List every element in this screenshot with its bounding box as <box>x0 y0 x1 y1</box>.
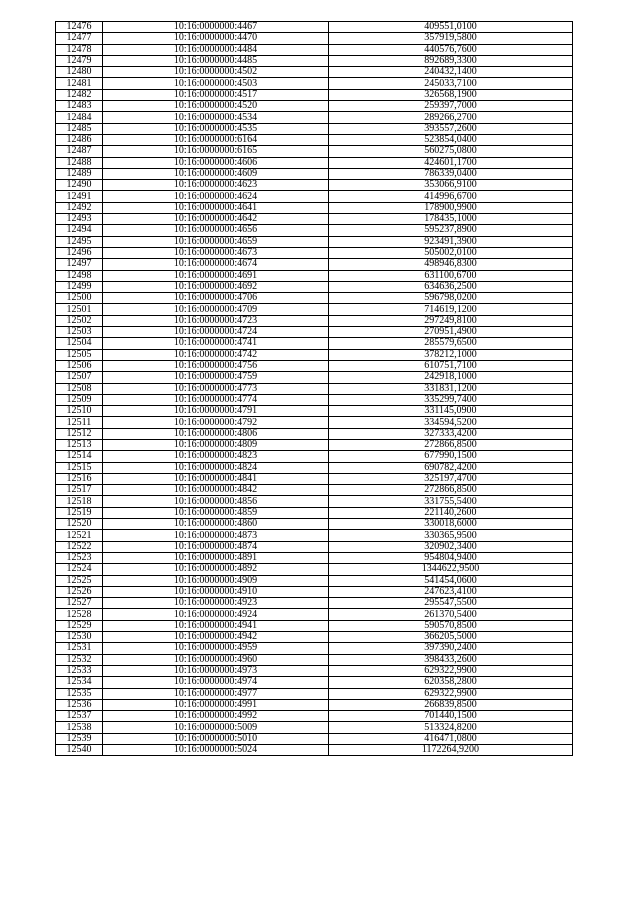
table-row <box>56 722 573 733</box>
cadastral-number-cell: 10:16:0000000:4723 <box>103 315 329 326</box>
table-row <box>56 586 573 597</box>
table-row <box>56 496 573 507</box>
cadastral-number-cell: 10:16:0000000:4623 <box>103 180 329 191</box>
cadastral-number-cell: 10:16:0000000:4706 <box>103 293 329 304</box>
cadastral-number-cell: 10:16:0000000:4874 <box>103 541 329 552</box>
cadastral-number-cell: 10:16:0000000:4909 <box>103 575 329 586</box>
table-row <box>56 78 573 89</box>
cadastral-number-cell: 10:16:0000000:4467 <box>103 22 329 33</box>
row-number-cell: 12503 <box>56 327 103 338</box>
value-cell: 320902,3400 <box>329 541 573 552</box>
value-cell: 295547,5500 <box>329 598 573 609</box>
table-row <box>56 89 573 100</box>
table-row <box>56 259 573 270</box>
cadastral-number-cell: 10:16:0000000:4991 <box>103 699 329 710</box>
row-number-cell: 12500 <box>56 293 103 304</box>
value-cell: 414996,6700 <box>329 191 573 202</box>
value-cell: 261370,5400 <box>329 609 573 620</box>
value-cell: 523854,0400 <box>329 134 573 145</box>
cadastral-number-cell: 10:16:0000000:4856 <box>103 496 329 507</box>
cadastral-number-cell: 10:16:0000000:4484 <box>103 44 329 55</box>
cadastral-number-cell: 10:16:0000000:4485 <box>103 55 329 66</box>
table-row <box>56 281 573 292</box>
row-number-cell: 12492 <box>56 202 103 213</box>
row-number-cell: 12486 <box>56 134 103 145</box>
row-number-cell: 12521 <box>56 530 103 541</box>
cadastral-number-cell: 10:16:0000000:4792 <box>103 417 329 428</box>
row-number-cell: 12514 <box>56 451 103 462</box>
cadastral-number-cell: 10:16:0000000:4756 <box>103 360 329 371</box>
value-cell: 266839,8500 <box>329 699 573 710</box>
cadastral-number-cell: 10:16:0000000:4873 <box>103 530 329 541</box>
cadastral-number-cell: 10:16:0000000:4502 <box>103 67 329 78</box>
value-cell: 541454,0600 <box>329 575 573 586</box>
value-cell: 629322,9900 <box>329 688 573 699</box>
value-cell: 786339,0400 <box>329 168 573 179</box>
value-cell: 631100,6700 <box>329 270 573 281</box>
row-number-cell: 12484 <box>56 112 103 123</box>
value-cell: 513324,8200 <box>329 722 573 733</box>
table-row <box>56 134 573 145</box>
cadastral-number-cell: 10:16:0000000:4624 <box>103 191 329 202</box>
value-cell: 331145,0900 <box>329 406 573 417</box>
table-row <box>56 632 573 643</box>
row-number-cell: 12513 <box>56 439 103 450</box>
row-number-cell: 12482 <box>56 89 103 100</box>
row-number-cell: 12530 <box>56 632 103 643</box>
cadastral-number-cell: 10:16:0000000:4503 <box>103 78 329 89</box>
cadastral-number-cell: 10:16:0000000:4656 <box>103 225 329 236</box>
cadastral-number-cell: 10:16:0000000:4773 <box>103 383 329 394</box>
row-number-cell: 12487 <box>56 146 103 157</box>
cadastral-number-cell: 10:16:0000000:4923 <box>103 598 329 609</box>
row-number-cell: 12526 <box>56 586 103 597</box>
row-number-cell: 12534 <box>56 677 103 688</box>
value-cell: 297249,8100 <box>329 315 573 326</box>
table-row <box>56 552 573 563</box>
cadastral-number-cell: 10:16:0000000:4942 <box>103 632 329 643</box>
row-number-cell: 12496 <box>56 247 103 258</box>
cadastral-number-cell: 10:16:0000000:4709 <box>103 304 329 315</box>
cadastral-number-cell: 10:16:0000000:4609 <box>103 168 329 179</box>
table-row <box>56 451 573 462</box>
value-cell: 270951,4900 <box>329 327 573 338</box>
row-number-cell: 12507 <box>56 372 103 383</box>
value-cell: 221140,2600 <box>329 507 573 518</box>
table-row <box>56 304 573 315</box>
value-cell: 393557,2600 <box>329 123 573 134</box>
row-number-cell: 12519 <box>56 507 103 518</box>
table-row <box>56 462 573 473</box>
table-row <box>56 485 573 496</box>
value-cell: 440576,7600 <box>329 44 573 55</box>
table-row <box>56 733 573 744</box>
cadastral-number-cell: 10:16:0000000:4641 <box>103 202 329 213</box>
cadastral-number-cell: 10:16:0000000:4724 <box>103 327 329 338</box>
table-row <box>56 293 573 304</box>
cadastral-number-cell: 10:16:0000000:4824 <box>103 462 329 473</box>
table-row <box>56 236 573 247</box>
cadastral-number-cell: 10:16:0000000:4674 <box>103 259 329 270</box>
table-body <box>56 22 573 756</box>
cadastral-number-cell: 10:16:0000000:4842 <box>103 485 329 496</box>
cadastral-number-cell: 10:16:0000000:4924 <box>103 609 329 620</box>
value-cell: 677990,1500 <box>329 451 573 462</box>
row-number-cell: 12477 <box>56 33 103 44</box>
cadastral-number-cell: 10:16:0000000:4977 <box>103 688 329 699</box>
row-number-cell: 12481 <box>56 78 103 89</box>
value-cell: 331831,1200 <box>329 383 573 394</box>
value-cell: 259397,7000 <box>329 101 573 112</box>
table-row <box>56 620 573 631</box>
row-number-cell: 12538 <box>56 722 103 733</box>
row-number-cell: 12479 <box>56 55 103 66</box>
table-row <box>56 745 573 756</box>
row-number-cell: 12525 <box>56 575 103 586</box>
row-number-cell: 12488 <box>56 157 103 168</box>
table-row <box>56 315 573 326</box>
row-number-cell: 12537 <box>56 711 103 722</box>
row-number-cell: 12529 <box>56 620 103 631</box>
cadastral-number-cell: 10:16:0000000:4741 <box>103 338 329 349</box>
row-number-cell: 12494 <box>56 225 103 236</box>
row-number-cell: 12518 <box>56 496 103 507</box>
table-row <box>56 711 573 722</box>
table-row <box>56 654 573 665</box>
value-cell: 178900,9900 <box>329 202 573 213</box>
value-cell: 245033,7100 <box>329 78 573 89</box>
value-cell: 424601,1700 <box>329 157 573 168</box>
cadastral-number-cell: 10:16:0000000:4891 <box>103 552 329 563</box>
cadastral-number-cell: 10:16:0000000:4659 <box>103 236 329 247</box>
row-number-cell: 12491 <box>56 191 103 202</box>
table-row <box>56 372 573 383</box>
cadastral-number-cell: 10:16:0000000:4860 <box>103 519 329 530</box>
table-row <box>56 44 573 55</box>
value-cell: 353066,9100 <box>329 180 573 191</box>
cadastral-number-cell: 10:16:0000000:4859 <box>103 507 329 518</box>
row-number-cell: 12501 <box>56 304 103 315</box>
table-row <box>56 67 573 78</box>
value-cell: 610751,7100 <box>329 360 573 371</box>
table-row <box>56 157 573 168</box>
row-number-cell: 12493 <box>56 214 103 225</box>
cadastral-value-table <box>55 21 573 756</box>
table-row <box>56 564 573 575</box>
value-cell: 330365,9500 <box>329 530 573 541</box>
table-row <box>56 428 573 439</box>
cadastral-number-cell: 10:16:0000000:4692 <box>103 281 329 292</box>
table-row <box>56 55 573 66</box>
value-cell: 923491,3900 <box>329 236 573 247</box>
value-cell: 892689,3300 <box>329 55 573 66</box>
value-cell: 634636,2500 <box>329 281 573 292</box>
value-cell: 331755,5400 <box>329 496 573 507</box>
cadastral-number-cell: 10:16:0000000:4910 <box>103 586 329 597</box>
row-number-cell: 12505 <box>56 349 103 360</box>
table-row <box>56 270 573 281</box>
value-cell: 289266,2700 <box>329 112 573 123</box>
row-number-cell: 12522 <box>56 541 103 552</box>
row-number-cell: 12480 <box>56 67 103 78</box>
cadastral-number-cell: 10:16:0000000:4892 <box>103 564 329 575</box>
value-cell: 357919,5800 <box>329 33 573 44</box>
cadastral-number-cell: 10:16:0000000:4791 <box>103 406 329 417</box>
table-row <box>56 202 573 213</box>
table-row <box>56 609 573 620</box>
table-row <box>56 338 573 349</box>
table-row <box>56 101 573 112</box>
cadastral-number-cell: 10:16:0000000:6165 <box>103 146 329 157</box>
value-cell: 595237,8900 <box>329 225 573 236</box>
row-number-cell: 12524 <box>56 564 103 575</box>
row-number-cell: 12478 <box>56 44 103 55</box>
value-cell: 242918,1000 <box>329 372 573 383</box>
table-row <box>56 214 573 225</box>
row-number-cell: 12490 <box>56 180 103 191</box>
table-row <box>56 247 573 258</box>
table-row <box>56 225 573 236</box>
row-number-cell: 12495 <box>56 236 103 247</box>
cadastral-number-cell: 10:16:0000000:4691 <box>103 270 329 281</box>
value-cell: 325197,4700 <box>329 473 573 484</box>
table-row <box>56 439 573 450</box>
table-row <box>56 519 573 530</box>
table-row <box>56 123 573 134</box>
row-number-cell: 12531 <box>56 643 103 654</box>
cadastral-number-cell: 10:16:0000000:4823 <box>103 451 329 462</box>
value-cell: 505002,0100 <box>329 247 573 258</box>
cadastral-number-cell: 10:16:0000000:5009 <box>103 722 329 733</box>
cadastral-number-cell: 10:16:0000000:5024 <box>103 745 329 756</box>
row-number-cell: 12485 <box>56 123 103 134</box>
cadastral-number-cell: 10:16:0000000:4974 <box>103 677 329 688</box>
row-number-cell: 12539 <box>56 733 103 744</box>
value-cell: 366205,5000 <box>329 632 573 643</box>
cadastral-number-cell: 10:16:0000000:4973 <box>103 665 329 676</box>
cadastral-number-cell: 10:16:0000000:4774 <box>103 394 329 405</box>
value-cell: 247623,4100 <box>329 586 573 597</box>
value-cell: 178435,1000 <box>329 214 573 225</box>
table-row <box>56 598 573 609</box>
cadastral-number-cell: 10:16:0000000:4841 <box>103 473 329 484</box>
table-row <box>56 394 573 405</box>
cadastral-number-cell: 10:16:0000000:4742 <box>103 349 329 360</box>
table-row <box>56 383 573 394</box>
row-number-cell: 12528 <box>56 609 103 620</box>
table-row <box>56 168 573 179</box>
row-number-cell: 12504 <box>56 338 103 349</box>
table-row <box>56 473 573 484</box>
row-number-cell: 12515 <box>56 462 103 473</box>
row-number-cell: 12497 <box>56 259 103 270</box>
value-cell: 629322,9900 <box>329 665 573 676</box>
row-number-cell: 12517 <box>56 485 103 496</box>
table-row <box>56 417 573 428</box>
cadastral-number-cell: 10:16:0000000:4809 <box>103 439 329 450</box>
cadastral-number-cell: 10:16:0000000:4960 <box>103 654 329 665</box>
value-cell: 334594,5200 <box>329 417 573 428</box>
cadastral-number-cell: 10:16:0000000:4941 <box>103 620 329 631</box>
value-cell: 398433,2600 <box>329 654 573 665</box>
table-row <box>56 33 573 44</box>
cadastral-number-cell: 10:16:0000000:4959 <box>103 643 329 654</box>
cadastral-number-cell: 10:16:0000000:4992 <box>103 711 329 722</box>
table-row <box>56 327 573 338</box>
row-number-cell: 12499 <box>56 281 103 292</box>
table-row <box>56 360 573 371</box>
cadastral-number-cell: 10:16:0000000:4759 <box>103 372 329 383</box>
row-number-cell: 12489 <box>56 168 103 179</box>
row-number-cell: 12502 <box>56 315 103 326</box>
table-row <box>56 643 573 654</box>
value-cell: 378212,1000 <box>329 349 573 360</box>
table-row <box>56 677 573 688</box>
value-cell: 954804,9400 <box>329 552 573 563</box>
table-row <box>56 688 573 699</box>
row-number-cell: 12506 <box>56 360 103 371</box>
value-cell: 690782,4200 <box>329 462 573 473</box>
cadastral-number-cell: 10:16:0000000:4606 <box>103 157 329 168</box>
row-number-cell: 12527 <box>56 598 103 609</box>
row-number-cell: 12509 <box>56 394 103 405</box>
value-cell: 416471,0800 <box>329 733 573 744</box>
value-cell: 272866,8500 <box>329 485 573 496</box>
row-number-cell: 12536 <box>56 699 103 710</box>
cadastral-number-cell: 10:16:0000000:4806 <box>103 428 329 439</box>
table-row <box>56 112 573 123</box>
table-row <box>56 146 573 157</box>
row-number-cell: 12512 <box>56 428 103 439</box>
value-cell: 240432,1400 <box>329 67 573 78</box>
table-row <box>56 180 573 191</box>
value-cell: 1344622,9500 <box>329 564 573 575</box>
value-cell: 590570,8500 <box>329 620 573 631</box>
value-cell: 330018,6000 <box>329 519 573 530</box>
row-number-cell: 12535 <box>56 688 103 699</box>
row-number-cell: 12540 <box>56 745 103 756</box>
row-number-cell: 12532 <box>56 654 103 665</box>
table-row <box>56 541 573 552</box>
row-number-cell: 12520 <box>56 519 103 530</box>
value-cell: 272866,8500 <box>329 439 573 450</box>
row-number-cell: 12533 <box>56 665 103 676</box>
value-cell: 498946,8300 <box>329 259 573 270</box>
table-row <box>56 530 573 541</box>
value-cell: 326568,1900 <box>329 89 573 100</box>
cadastral-number-cell: 10:16:0000000:4534 <box>103 112 329 123</box>
cadastral-number-cell: 10:16:0000000:6164 <box>103 134 329 145</box>
cadastral-number-cell: 10:16:0000000:4470 <box>103 33 329 44</box>
cadastral-number-cell: 10:16:0000000:4673 <box>103 247 329 258</box>
table-row <box>56 349 573 360</box>
row-number-cell: 12476 <box>56 22 103 33</box>
row-number-cell: 12508 <box>56 383 103 394</box>
value-cell: 714619,1200 <box>329 304 573 315</box>
value-cell: 560275,0800 <box>329 146 573 157</box>
value-cell: 327333,4200 <box>329 428 573 439</box>
row-number-cell: 12498 <box>56 270 103 281</box>
value-cell: 335299,7400 <box>329 394 573 405</box>
table-row <box>56 575 573 586</box>
table-row <box>56 22 573 33</box>
cadastral-number-cell: 10:16:0000000:4520 <box>103 101 329 112</box>
row-number-cell: 12516 <box>56 473 103 484</box>
table-row <box>56 406 573 417</box>
cadastral-number-cell: 10:16:0000000:4517 <box>103 89 329 100</box>
table-row <box>56 665 573 676</box>
value-cell: 620358,2800 <box>329 677 573 688</box>
value-cell: 701440,1500 <box>329 711 573 722</box>
cadastral-number-cell: 10:16:0000000:4642 <box>103 214 329 225</box>
table-row <box>56 191 573 202</box>
row-number-cell: 12523 <box>56 552 103 563</box>
value-cell: 409551,0100 <box>329 22 573 33</box>
row-number-cell: 12510 <box>56 406 103 417</box>
cadastral-number-cell: 10:16:0000000:4535 <box>103 123 329 134</box>
row-number-cell: 12511 <box>56 417 103 428</box>
row-number-cell: 12483 <box>56 101 103 112</box>
value-cell: 596798,0200 <box>329 293 573 304</box>
cadastral-number-cell: 10:16:0000000:5010 <box>103 733 329 744</box>
table-row <box>56 507 573 518</box>
value-cell: 397390,2400 <box>329 643 573 654</box>
value-cell: 1172264,9200 <box>329 745 573 756</box>
value-cell: 285579,6500 <box>329 338 573 349</box>
table-row <box>56 699 573 710</box>
